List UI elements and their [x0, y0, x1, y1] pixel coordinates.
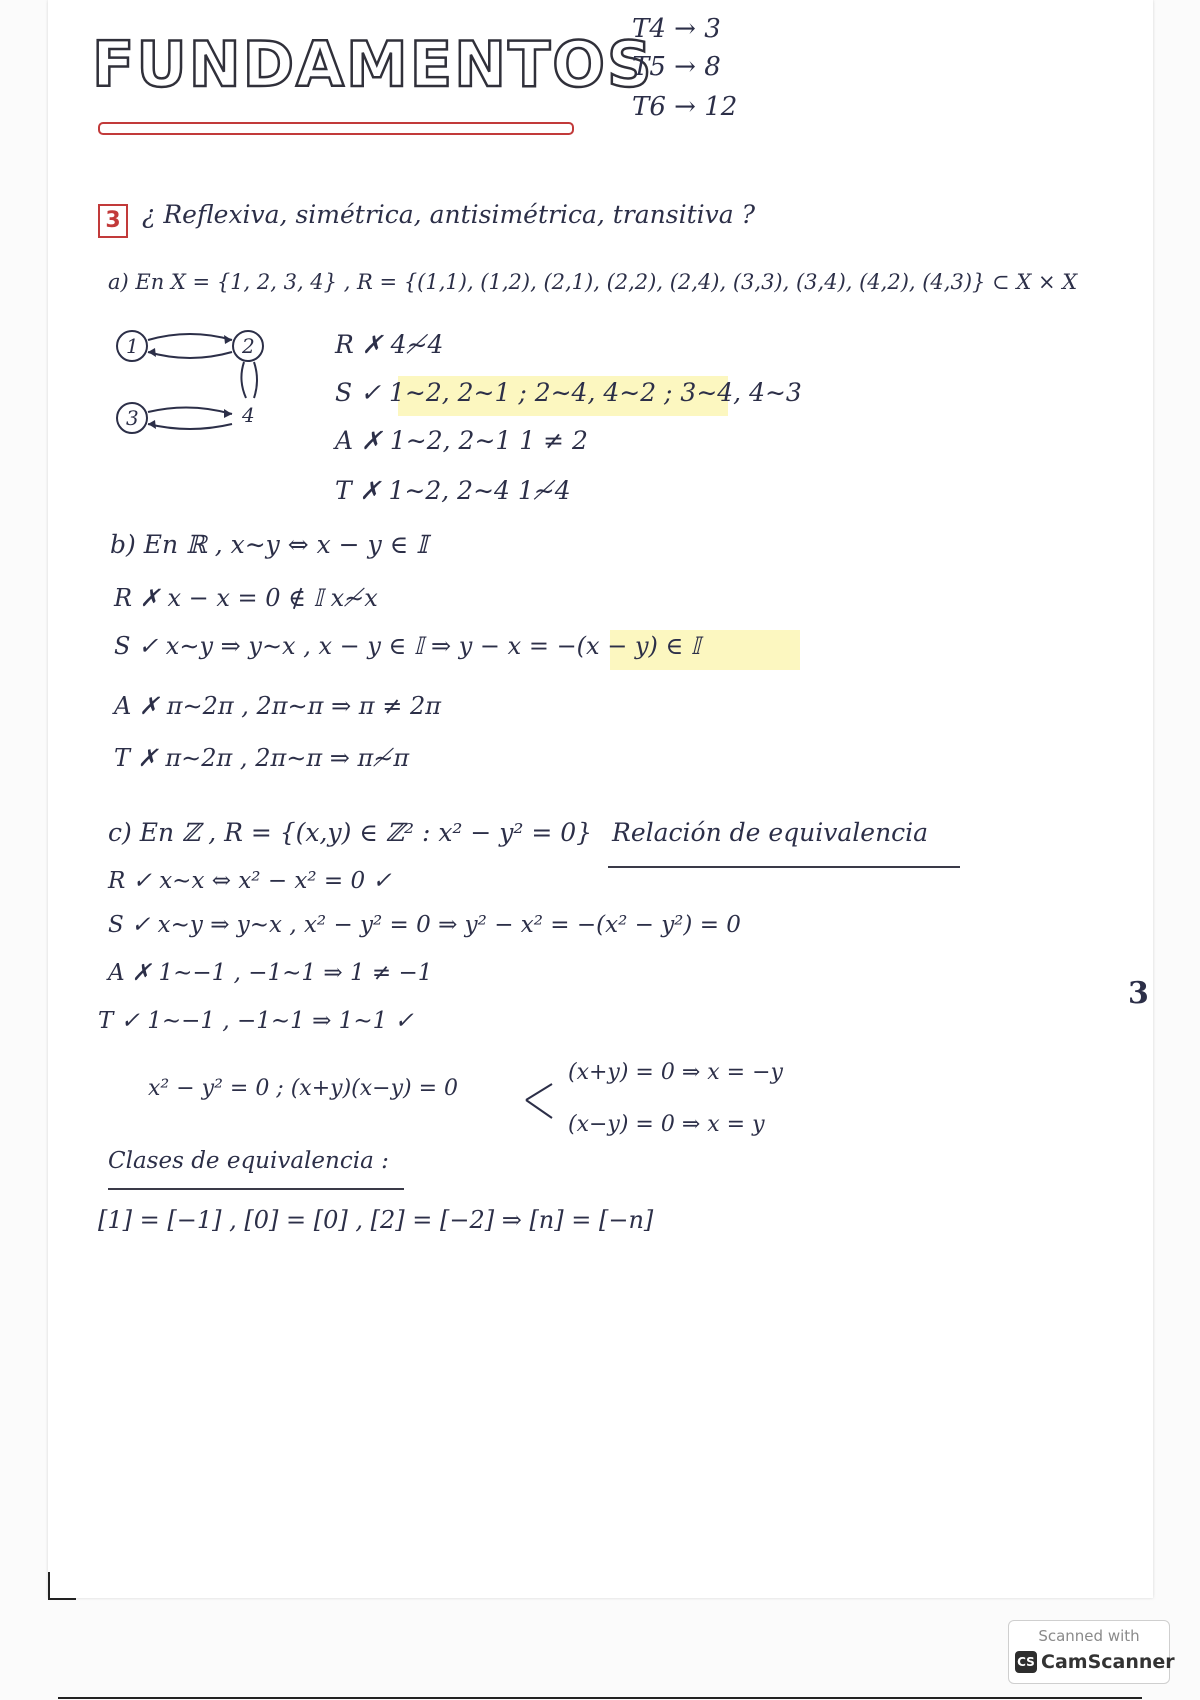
- page-corner-mark-vertical: [48, 1572, 50, 1600]
- part-c-statement: c) En ℤ , R = {(x,y) ∈ ℤ² : x² − y² = 0}: [108, 818, 593, 847]
- edge-2-1: [148, 352, 232, 358]
- task-line-1: T4 → 3: [632, 14, 721, 44]
- margin-note: 3: [1128, 976, 1149, 1011]
- edge-1-2: [148, 334, 232, 340]
- part-a-reflexive: R ✗ 4≁4: [335, 330, 444, 359]
- page-corner-mark: [48, 1598, 76, 1600]
- camscanner-brand: CamScanner: [1041, 1651, 1175, 1673]
- edge-2-4: [241, 362, 246, 398]
- part-a-statement: a) En X = {1, 2, 3, 4} , R = {(1,1), (1,2), (2,1), (2,2), (2,4), (3,3), (3,4), (4,2), (4,3)} ⊂ X × X: [108, 270, 1078, 294]
- graph-node-3: 3: [126, 406, 139, 430]
- bottom-divider: [58, 1697, 1142, 1699]
- part-c-antisymmetric: A ✗ 1∼−1 , −1∼1 ⇒ 1 ≠ −1: [108, 960, 433, 986]
- exercise-number: 3: [98, 204, 128, 238]
- graph-node-1: 1: [126, 334, 139, 358]
- title-underline: [98, 122, 574, 135]
- part-b-symmetric: S ✓ x∼y ⇒ y∼x , x − y ∈ 𝕀 ⇒ y − x = −(x − y) ∈ 𝕀: [114, 632, 701, 660]
- graph-node-4: 4: [242, 403, 255, 427]
- task-line-3: T6 → 12: [632, 92, 738, 122]
- branch-difference-zero: (x−y) = 0 ⇒ x = y: [568, 1112, 765, 1137]
- equivalence-classes-label: Clases de equivalencia :: [108, 1148, 389, 1174]
- part-b-antisymmetric: A ✗ π∼2π , 2π∼π ⇒ π ≠ 2π: [114, 692, 441, 720]
- relation-graph: [108, 322, 278, 452]
- part-a-symmetric: S ✓ 1∼2, 2∼1 ; 2∼4, 4∼2 ; 3∼4, 4∼3: [335, 378, 802, 407]
- part-b-statement: b) En ℝ , x∼y ⇔ x − y ∈ 𝕀: [110, 530, 428, 559]
- tag-underline: [608, 866, 960, 868]
- equivalence-relation-tag: Relación de equivalencia: [612, 818, 929, 847]
- edge-3-4: [148, 407, 232, 414]
- part-c-reflexive: R ✓ x∼x ⇔ x² − x² = 0 ✓: [108, 868, 392, 894]
- factorization: x² − y² = 0 ; (x+y)(x−y) = 0: [148, 1076, 458, 1101]
- graph-node-2: 2: [242, 334, 255, 358]
- part-b-transitive: T ✗ π∼2π , 2π∼π ⇒ π≁π: [114, 744, 410, 772]
- exercise-question: ¿ Reflexiva, simétrica, antisimétrica, transitiva ?: [142, 200, 755, 229]
- part-b-reflexive: R ✗ x − x = 0 ∉ 𝕀 x≁x: [114, 584, 378, 612]
- part-a-transitive: T ✗ 1∼2, 2∼4 1≁4: [335, 476, 571, 505]
- part-a-antisymmetric: A ✗ 1∼2, 2∼1 1 ≠ 2: [335, 426, 588, 455]
- branch-lines: [522, 1070, 562, 1130]
- part-c-transitive: T ✓ 1∼−1 , −1∼1 ⇒ 1∼1 ✓: [98, 1008, 414, 1034]
- camscanner-badge: [1008, 1620, 1175, 1684]
- camscanner-logo-icon: CS: [1015, 1651, 1037, 1673]
- task-line-2: T5 → 8: [632, 52, 721, 82]
- classes-label-underline: [108, 1188, 404, 1190]
- equivalence-classes: [1] = [−1] , [0] = [0] , [2] = [−2] ⇒ [n] = [−n]: [98, 1206, 654, 1234]
- page-title: FUNDAMENTOS: [92, 28, 654, 101]
- edge-4-3: [148, 424, 232, 429]
- edge-4-2: [254, 362, 257, 398]
- branch-sum-zero: (x+y) = 0 ⇒ x = −y: [568, 1060, 783, 1085]
- part-c-symmetric: S ✓ x∼y ⇒ y∼x , x² − y² = 0 ⇒ y² − x² = −(x² − y²) = 0: [108, 912, 741, 938]
- paper-page: [48, 0, 1153, 1598]
- scanned-with-text: Scanned with: [1038, 1627, 1140, 1645]
